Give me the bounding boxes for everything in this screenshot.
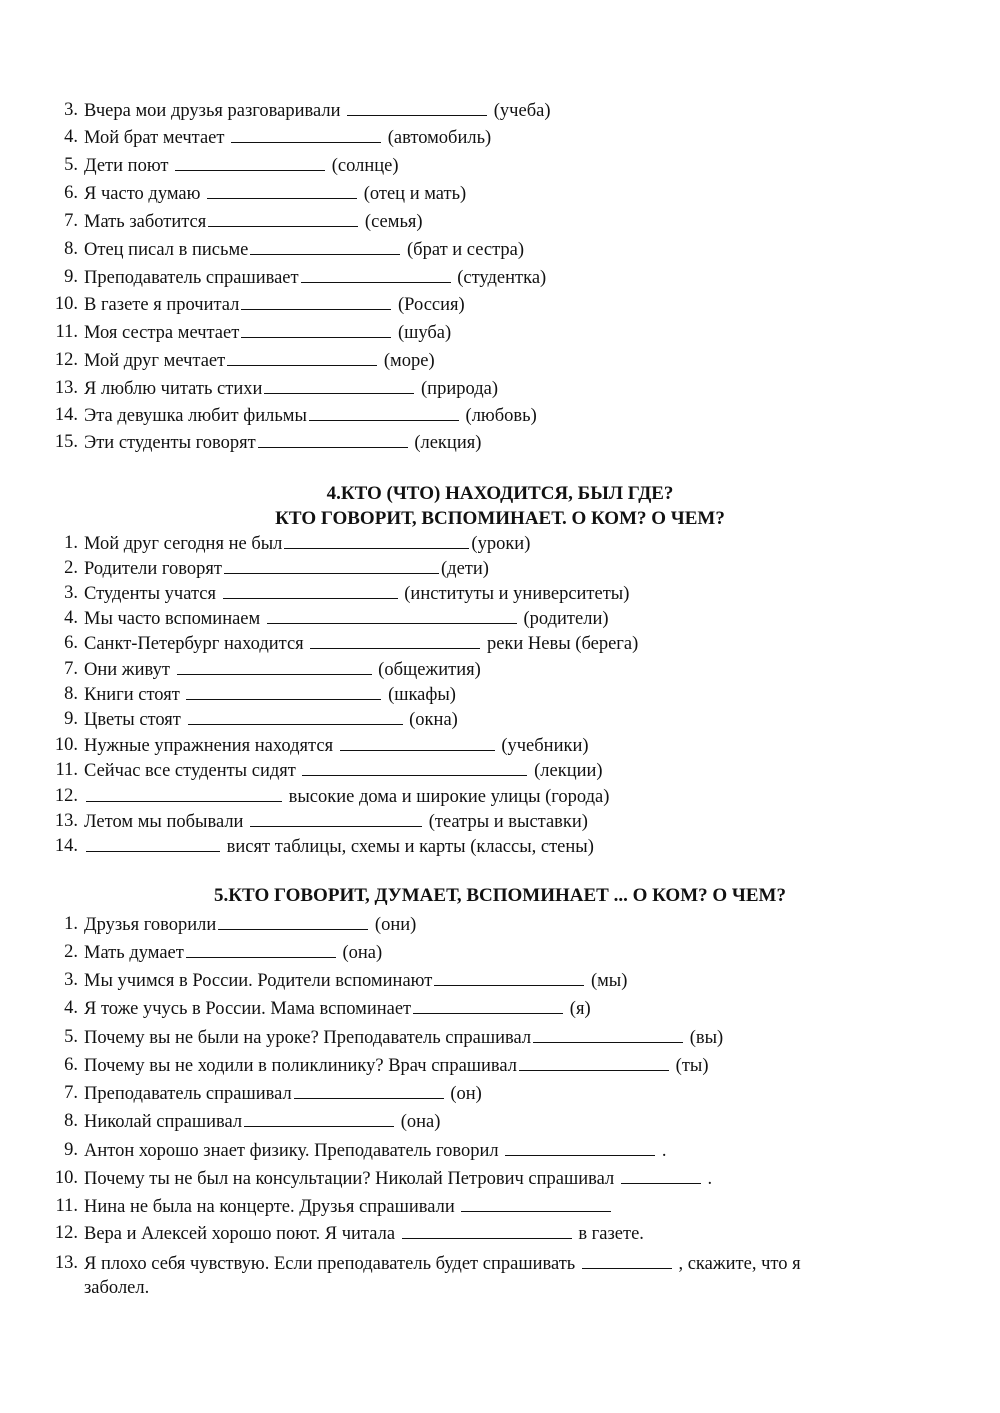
item-hint: (шуба) (393, 323, 452, 343)
section-4-title-line-2: КТО ГОВОРИТ, ВСПОМИНАЕТ. О КОМ? О ЧЕМ? (275, 508, 725, 529)
answer-blank[interactable] (294, 1081, 444, 1099)
answer-blank[interactable] (340, 733, 495, 751)
item-text: Я люблю читать стихи (84, 379, 263, 399)
answer-blank[interactable] (310, 631, 480, 649)
item-number: 4. (64, 127, 78, 147)
item-hint: (институты и университеты) (399, 584, 630, 604)
answer-blank[interactable] (258, 430, 408, 448)
item-hint: (театры и выставки) (424, 812, 588, 832)
item-number: 9. (64, 1140, 78, 1160)
answer-blank[interactable] (582, 1251, 672, 1269)
answer-blank[interactable] (250, 237, 400, 255)
item-hint: (дети) (441, 559, 489, 579)
item-number: 3. (64, 970, 78, 990)
answer-blank[interactable] (519, 1053, 669, 1071)
answer-blank[interactable] (264, 376, 414, 394)
item-text: Мы часто вспоминаем (84, 609, 265, 629)
item-number: 11. (55, 1196, 78, 1216)
item-text: Эта девушка любит фильмы (84, 406, 307, 426)
item-number: 10. (54, 294, 78, 314)
item-text: Нужные упражнения находятся (84, 736, 338, 756)
item-text: Я плохо себя чувствую. Если преподаватель будет спрашивать (84, 1254, 580, 1274)
item-hint: (ты) (671, 1056, 709, 1076)
item-number: 4. (64, 998, 78, 1018)
item-text: Вера и Алексей хорошо поют. Я читала (84, 1224, 400, 1244)
item-number: 3. (64, 100, 78, 120)
item-hint: (брат и сестра) (402, 240, 525, 260)
answer-blank[interactable] (207, 181, 357, 199)
item-text: Сейчас все студенты сидят (84, 761, 301, 781)
item-text: Я тоже учусь в России. Мама вспоминает (84, 999, 412, 1019)
item-hint: высокие дома и широкие улицы (города) (284, 787, 610, 807)
item-text: Летом мы побывали (84, 812, 249, 832)
item-text: Мой брат мечтает (84, 128, 230, 148)
item-text: Почему ты не был на консультации? Николай Петрович спрашивал (84, 1169, 619, 1189)
item-hint: (семья) (360, 212, 423, 232)
item-hint: в газете. (573, 1224, 644, 1244)
item-hint: реки Невы (берега) (482, 634, 639, 654)
item-number: 15. (54, 432, 78, 452)
item-number: 9. (64, 267, 78, 287)
item-number: 13. (54, 1253, 78, 1273)
item-text: Я часто думаю (84, 184, 206, 204)
item-number: 3. (64, 583, 78, 603)
answer-blank[interactable] (241, 320, 391, 338)
item-text: Студенты учатся (84, 584, 221, 604)
item-hint: (студентка) (452, 268, 547, 288)
item-number: 12. (54, 1223, 78, 1243)
answer-blank[interactable] (188, 707, 403, 725)
item-text: Николай спрашивал (84, 1112, 243, 1132)
answer-blank[interactable] (533, 1025, 683, 1043)
item-hint: (мы) (586, 971, 628, 991)
answer-blank[interactable] (621, 1166, 701, 1184)
answer-blank[interactable] (86, 784, 282, 802)
answer-blank[interactable] (250, 809, 422, 827)
item-hint: (учеба) (489, 101, 551, 121)
item-hint: . (657, 1141, 667, 1161)
answer-blank[interactable] (218, 912, 368, 930)
item-text: Отец писал в письме (84, 240, 249, 260)
answer-blank[interactable] (267, 606, 517, 624)
item-number: 12. (54, 350, 78, 370)
item-number: 7. (64, 211, 78, 231)
item-text: Моя сестра мечтает (84, 323, 240, 343)
item-number: 7. (64, 1083, 78, 1103)
item-hint: (море) (379, 351, 435, 371)
item-number: 13. (54, 378, 78, 398)
item-text: Мать думает (84, 943, 184, 963)
answer-blank[interactable] (231, 125, 381, 143)
answer-blank[interactable] (284, 531, 469, 549)
item-number: 8. (64, 239, 78, 259)
answer-blank[interactable] (402, 1221, 572, 1239)
item-hint: (автомобиль) (383, 128, 492, 148)
item-hint: (учебники) (496, 736, 589, 756)
item-text: Друзья говорили (84, 915, 217, 935)
item-text: Эти студенты говорят (84, 433, 256, 453)
item-number: 14. (54, 405, 78, 425)
item-hint: (уроки) (471, 534, 531, 554)
item-text: Санкт-Петербург находится (84, 634, 309, 654)
item-number: 10. (54, 735, 78, 755)
item-text: Они живут (84, 660, 175, 680)
answer-blank[interactable] (86, 834, 220, 852)
answer-blank[interactable] (434, 968, 584, 986)
section-5-title: 5.КТО ГОВОРИТ, ДУМАЕТ, ВСПОМИНАЕТ ... О КОМ? О ЧЕМ? (214, 885, 786, 906)
answer-blank[interactable] (309, 403, 459, 421)
item-text: Мой друг мечтает (84, 351, 226, 371)
item-number: 1. (64, 914, 78, 934)
item-hint: . (702, 1169, 713, 1189)
answer-blank[interactable] (301, 265, 451, 283)
item-number: 5. (64, 155, 78, 175)
item-text: Цветы стоят (84, 710, 186, 730)
item-hint: (лекция) (409, 433, 482, 453)
item-text: Родители говорят (84, 559, 222, 579)
item-hint: (она) (396, 1112, 441, 1132)
item-text: Мать заботится (84, 212, 207, 232)
item-hint: (солнце) (327, 156, 399, 176)
answer-blank[interactable] (186, 682, 381, 700)
item-hint: (вы) (685, 1028, 724, 1048)
answer-blank[interactable] (175, 153, 325, 171)
item-number: 6. (64, 633, 78, 653)
item-number: 5. (64, 1027, 78, 1047)
item-number: 7. (64, 659, 78, 679)
answer-blank[interactable] (244, 1109, 394, 1127)
item-hint: , скажите, что я (673, 1254, 801, 1274)
item-hint: (я) (565, 999, 591, 1019)
item-hint: (шкафы) (383, 685, 456, 705)
item-text: Мы учимся в России. Родители вспоминают (84, 971, 433, 991)
item-hint: (Россия) (393, 295, 465, 315)
item-hint: (он) (445, 1084, 482, 1104)
item-text: Почему вы не были на уроке? Преподаватель спрашивал (84, 1028, 532, 1048)
item-number: 10. (54, 1168, 78, 1188)
item-number: 9. (64, 709, 78, 729)
item-number: 11. (55, 760, 78, 780)
answer-blank[interactable] (208, 209, 358, 227)
item-hint: (они) (370, 915, 417, 935)
answer-blank[interactable] (302, 758, 527, 776)
item-hint: (общежития) (373, 660, 481, 680)
item-hint: (она) (337, 943, 383, 963)
answer-blank[interactable] (413, 996, 563, 1014)
item-hint: (отец и мать) (359, 184, 467, 204)
answer-blank[interactable] (177, 657, 372, 675)
item-text: Мой друг сегодня не был (84, 534, 283, 554)
item-text: Вчера мои друзья разговаривали (84, 101, 346, 121)
item-text: Преподаватель спрашивает (84, 268, 299, 288)
item-number: 2. (64, 942, 78, 962)
item-text: В газете я прочитал (84, 295, 240, 315)
item-number: 8. (64, 1111, 78, 1131)
item-number: 12. (54, 786, 78, 806)
item-number: 6. (64, 183, 78, 203)
item-number: 2. (64, 558, 78, 578)
item-hint: (родители) (518, 609, 609, 629)
item-hint: (любовь) (460, 406, 537, 426)
item-hint: (природа) (416, 379, 498, 399)
item-number: 8. (64, 684, 78, 704)
item-number: 14. (54, 836, 78, 856)
item-text: Почему вы не ходили в поликлинику? Врач спрашивал (84, 1056, 518, 1076)
answer-blank[interactable] (505, 1138, 655, 1156)
item-number: 1. (64, 533, 78, 553)
section-4-title-line-1: 4.КТО (ЧТО) НАХОДИТСЯ, БЫЛ ГДЕ? (326, 483, 674, 504)
answer-blank[interactable] (461, 1194, 611, 1212)
answer-blank[interactable] (186, 940, 336, 958)
item-text: Нина не была на концерте. Друзья спрашивали (84, 1197, 460, 1217)
item-number: 11. (55, 322, 78, 342)
answer-blank[interactable] (224, 556, 439, 574)
item-number: 13. (54, 811, 78, 831)
answer-blank[interactable] (223, 581, 398, 599)
item-number: 4. (64, 608, 78, 628)
answer-blank[interactable] (227, 348, 377, 366)
item-hint: (лекции) (529, 761, 603, 781)
item-text: Книги стоят (84, 685, 185, 705)
answer-blank[interactable] (347, 98, 487, 116)
answer-blank[interactable] (241, 292, 391, 310)
item-text: заболел. (84, 1278, 150, 1298)
item-text: Дети поют (84, 156, 174, 176)
item-hint: висят таблицы, схемы и карты (классы, стены) (222, 837, 594, 857)
item-hint: (окна) (404, 710, 458, 730)
item-number: 6. (64, 1055, 78, 1075)
item-text: Антон хорошо знает физику. Преподаватель говорил (84, 1141, 504, 1161)
item-text: Преподаватель спрашивал (84, 1084, 292, 1104)
